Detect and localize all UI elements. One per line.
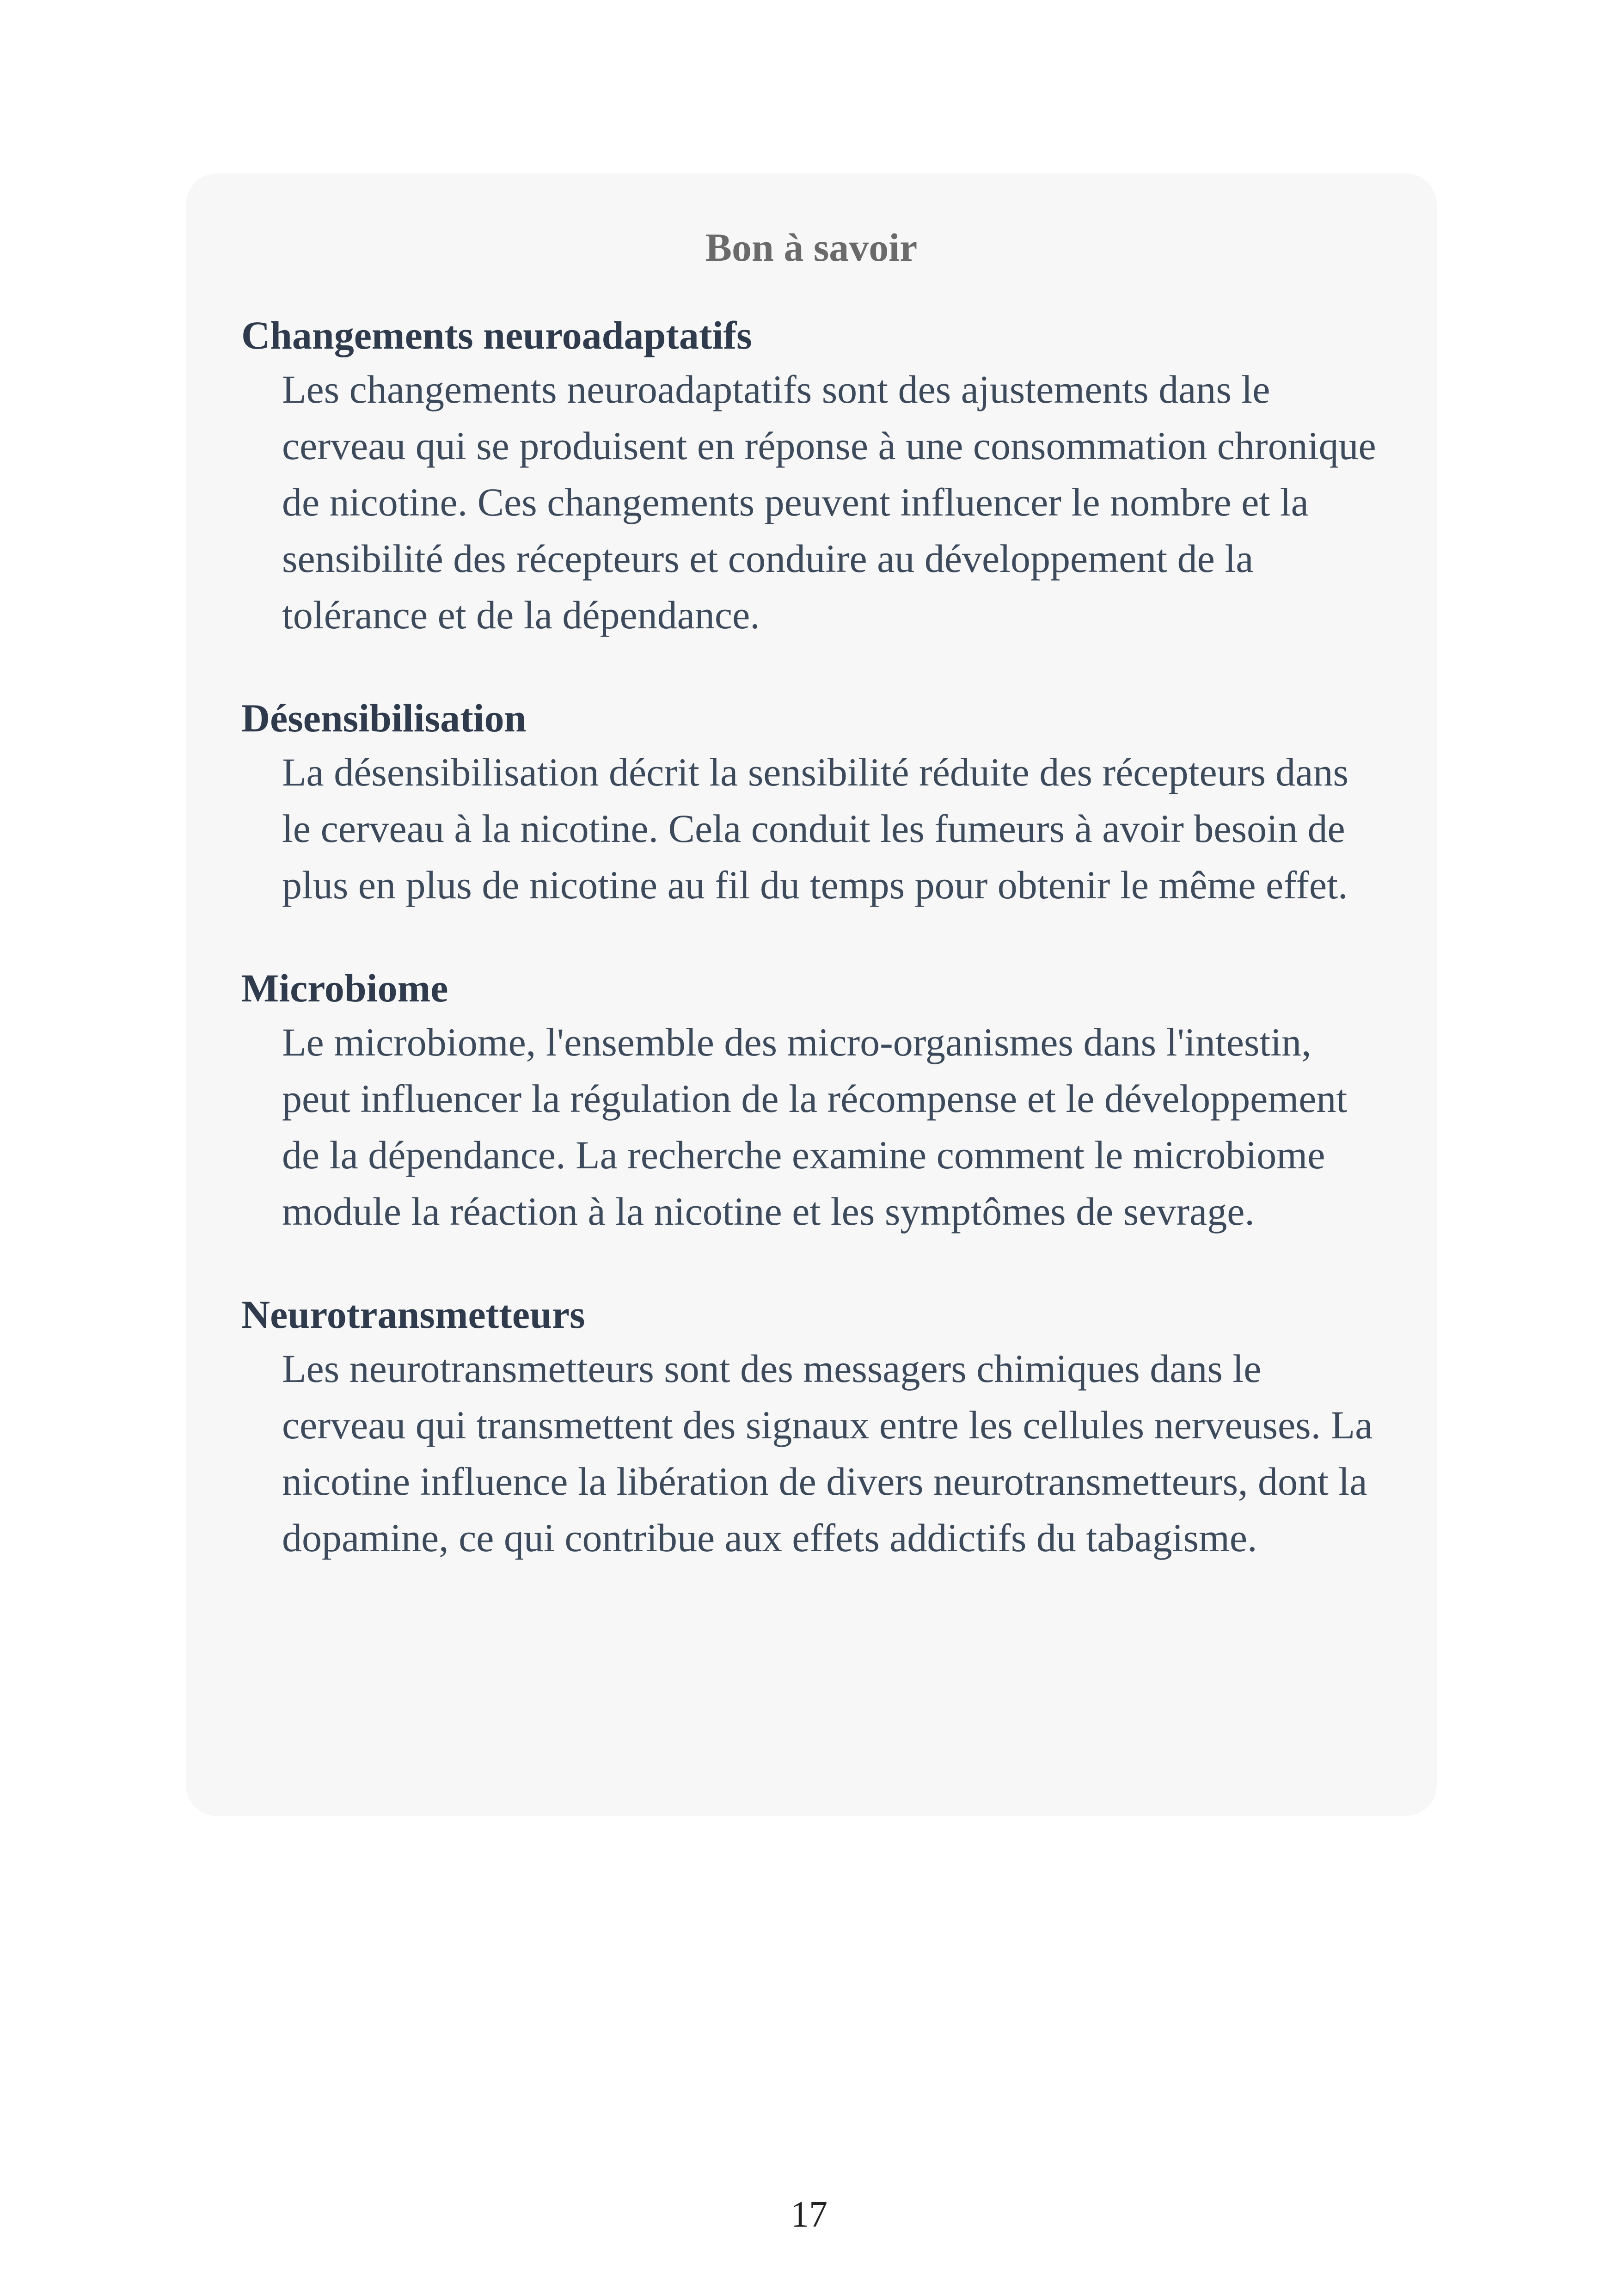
glossary-definition: Les neurotransmetteurs sont des messagers chimiques dans le cerveau qui transmettent des signaux entre les cellules nerveuses. La nicotine influence la libération de divers neurotransmetteurs, dont la dopamine, ce qui contribue aux effets addictifs du tabagisme. <box>282 1346 1373 1560</box>
glossary-entry <box>241 312 1381 643</box>
glossary-entry <box>241 1291 1381 1566</box>
glossary-entry <box>241 965 1381 1240</box>
glossary-term: Désensibilisation <box>241 696 527 740</box>
box-title: Bon à savoir <box>705 225 918 270</box>
glossary-definition: Le microbiome, l'ensemble des micro-organismes dans l'intestin, peut influencer la régulation de la récompense et le développement de la dépendance. La recherche examine comment le microbiome module la réaction à la nicotine et les symptômes de sevrage. <box>282 1020 1348 1234</box>
glossary-entry <box>241 695 1381 913</box>
glossary-term: Microbiome <box>241 966 448 1010</box>
glossary-term: Neurotransmetteurs <box>241 1292 585 1337</box>
glossary-definition: Les changements neuroadaptatifs sont des ajustements dans le cerveau qui se produisent en réponse à une consommation chronique de nicotine. Ces changements peuvent influencer le nombre et la sensibilité des récepteurs et conduire au développement de la tolérance et de la dépendance. <box>282 367 1376 637</box>
page-number: 17 <box>791 2194 827 2235</box>
glossary-definition: La désensibilisation décrit la sensibilité réduite des récepteurs dans le cerveau à la nicotine. Cela conduit les fumeurs à avoir besoin de plus en plus de nicotine au fil du temps pour obtenir le même effet. <box>282 750 1348 907</box>
info-box <box>186 173 1437 1816</box>
glossary-term: Changements neuroadaptatifs <box>241 313 752 357</box>
